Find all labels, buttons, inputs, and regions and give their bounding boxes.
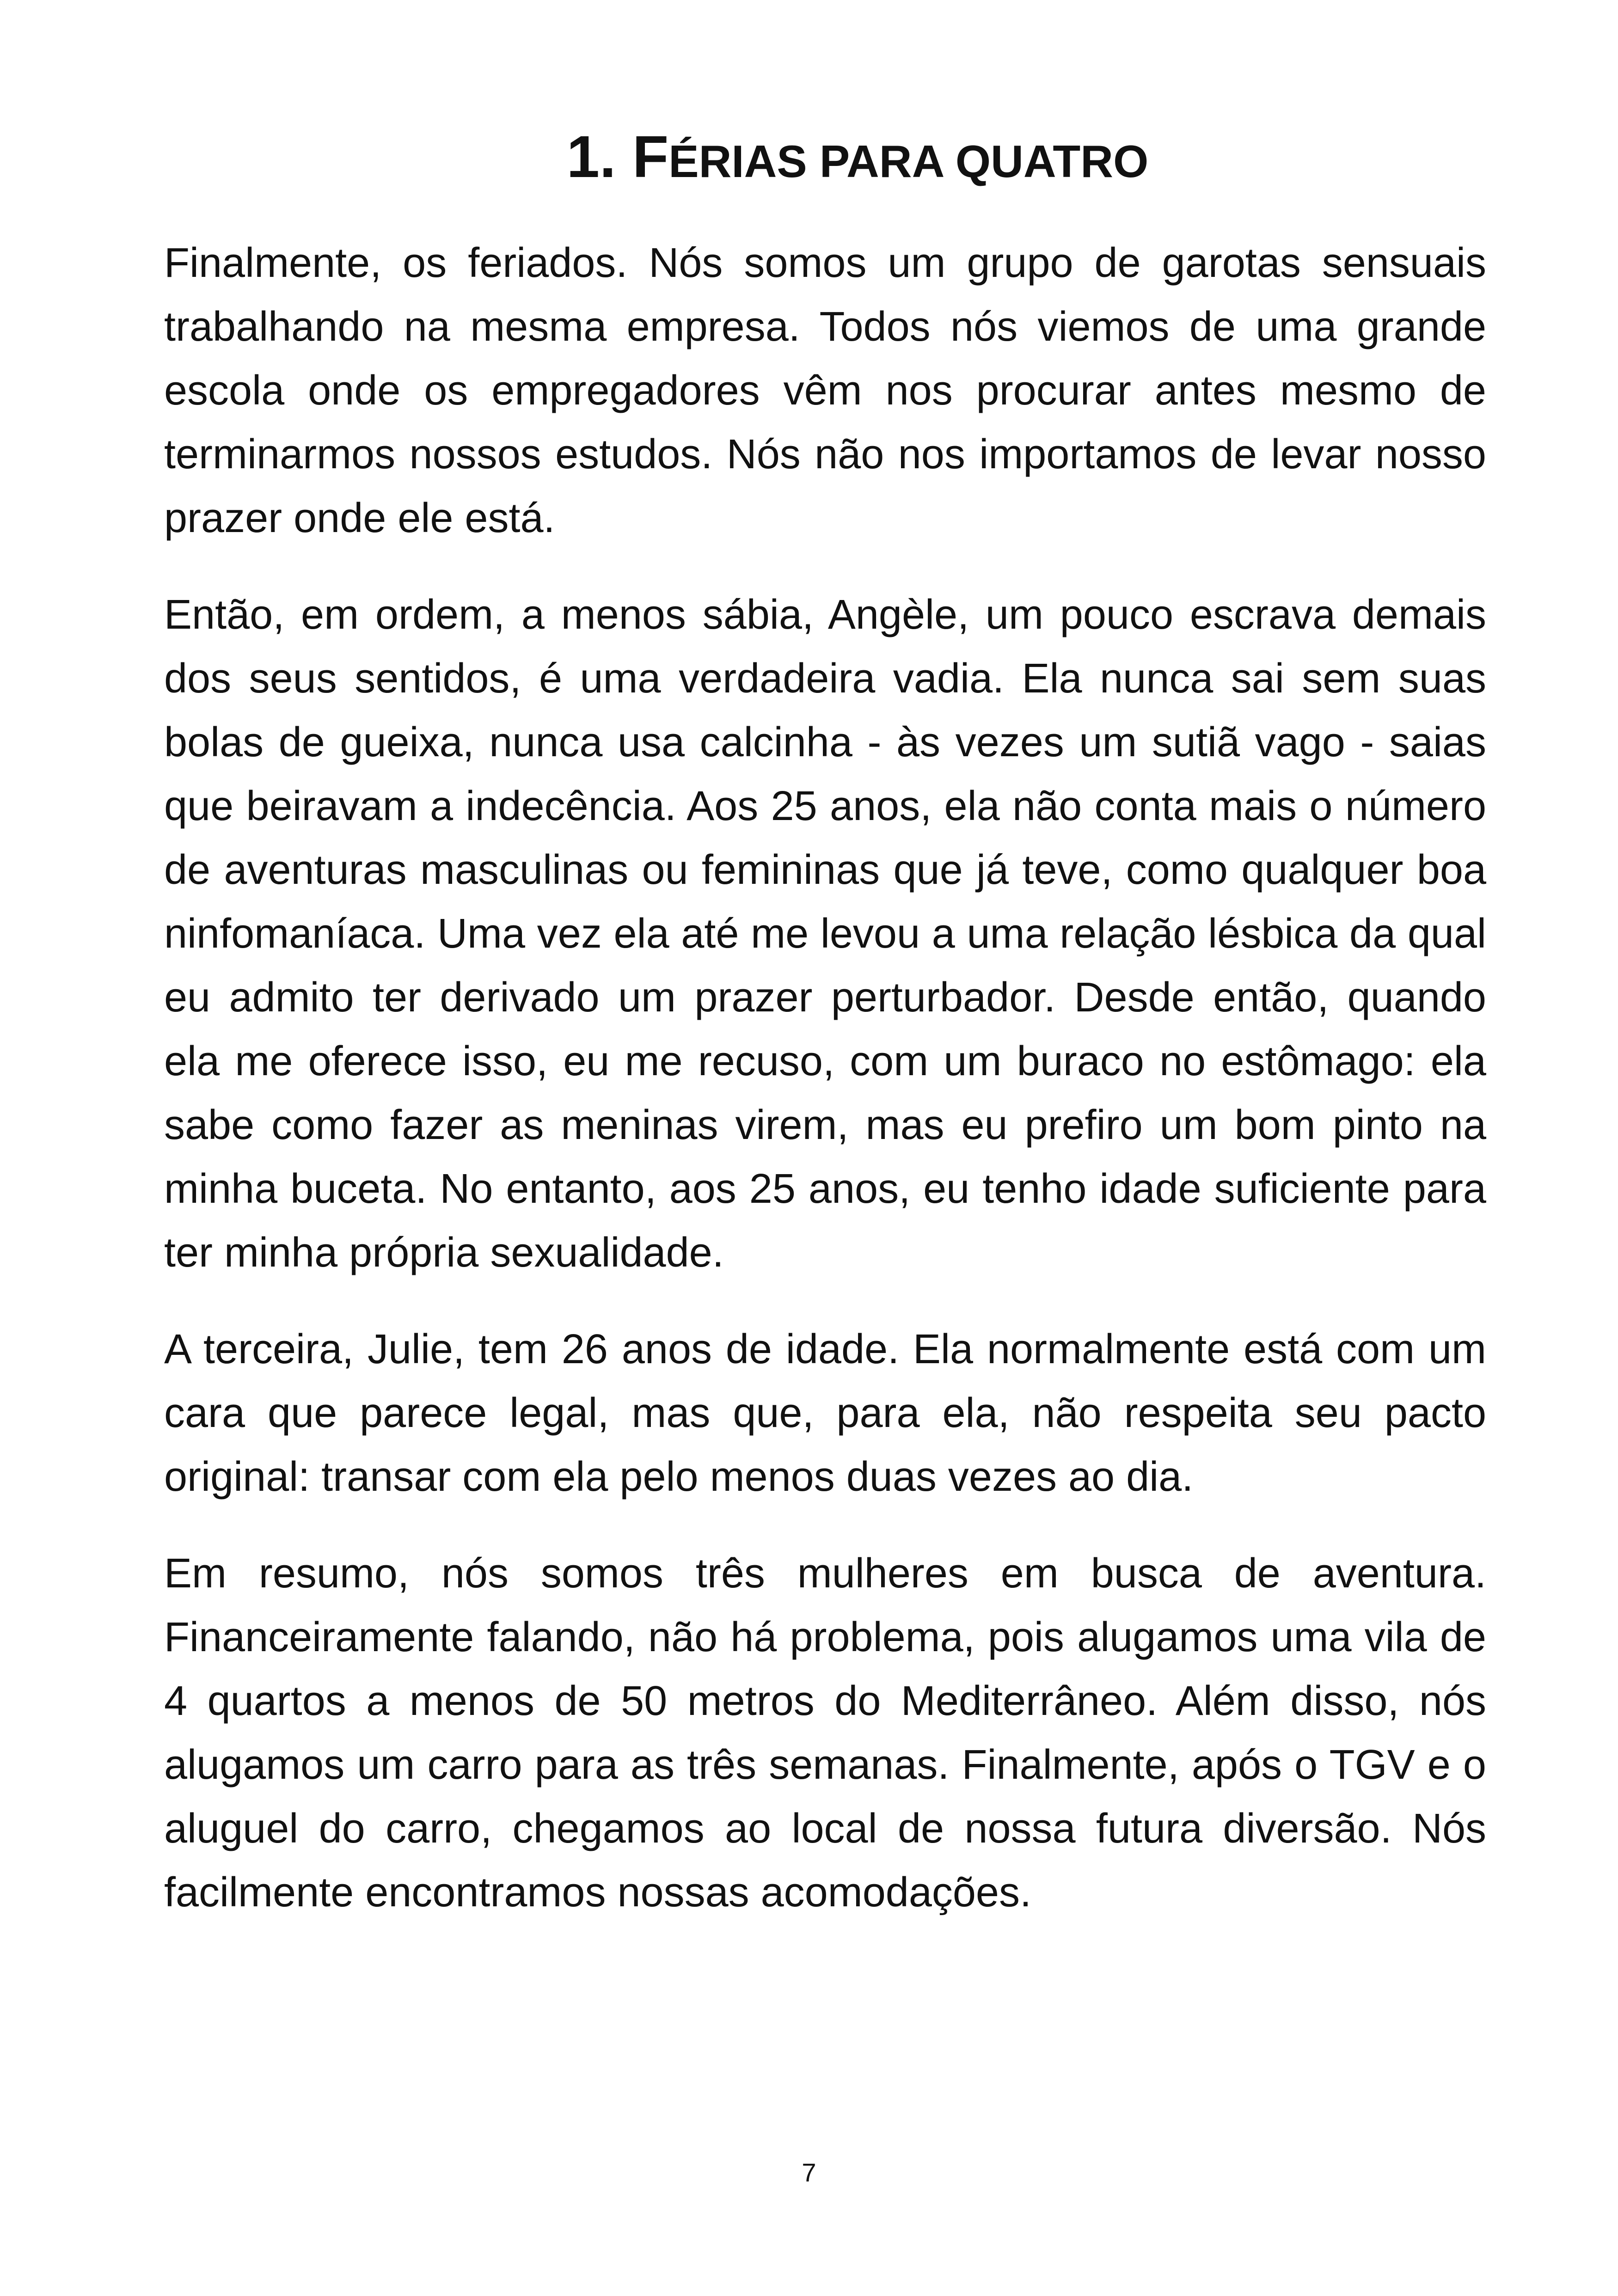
chapter-title-initial: F bbox=[632, 124, 669, 190]
chapter-number: 1. bbox=[566, 124, 616, 190]
chapter-title bbox=[164, 118, 1551, 201]
page-number: 7 bbox=[802, 2158, 816, 2187]
paragraph-4: Em resumo, nós somos três mulheres em busca de aventura. Financeiramente falando, não há problema, pois alugamos uma vila de 4 quartos a menos de 50 metros do Mediterrâneo. Além disso, nós alugamos um carro para as três semanas. Finalmente, após o TGV e o aluguel do carro, chegamos ao local de nossa futura diversão. Nós facilmente encontramos nossas acomodações. bbox=[164, 1550, 1486, 1916]
paragraph-2: Então, em ordem, a menos sábia, Angèle, um pouco escrava demais dos seus sentidos, é uma verdadeira vadia. Ela nunca sai sem suas bolas de gueixa, nunca usa calcinha - às vezes um sutiã vago - saias que beiravam a indecência. Aos 25 anos, ela não conta mais o número de aventuras masculinas ou femininas que já teve, como qualquer boa ninfomaníaca. Uma vez ela até me levou a uma relação lésbica da qual eu admito ter derivado um prazer perturbador. Desde então, quando ela me oferece isso, eu me recuso, com um buraco no estômago: ela sabe como fazer as meninas virem, mas eu prefiro um bom pinto na minha buceta. No entanto, aos 25 anos, eu tenho idade suficiente para ter minha própria sexualidade. bbox=[164, 592, 1486, 1276]
paragraph-3: A terceira, Julie, tem 26 anos de idade. Ela normalmente está com um cara que parece legal, mas que, para ela, não respeita seu pacto original: transar com ela pelo menos duas vezes ao dia. bbox=[164, 1326, 1486, 1500]
chapter-body bbox=[164, 231, 1486, 1957]
paragraph-1: Finalmente, os feriados. Nós somos um grupo de garotas sensuais trabalhando na mesma empresa. Todos nós viemos de uma grande escola onde os empregadores vêm nos procurar antes mesmo de terminarmos nossos estudos. Nós não nos importamos de levar nosso prazer onde ele está. bbox=[164, 240, 1486, 541]
chapter-title-rest: ÉRIAS PARA QUATRO bbox=[668, 136, 1149, 187]
